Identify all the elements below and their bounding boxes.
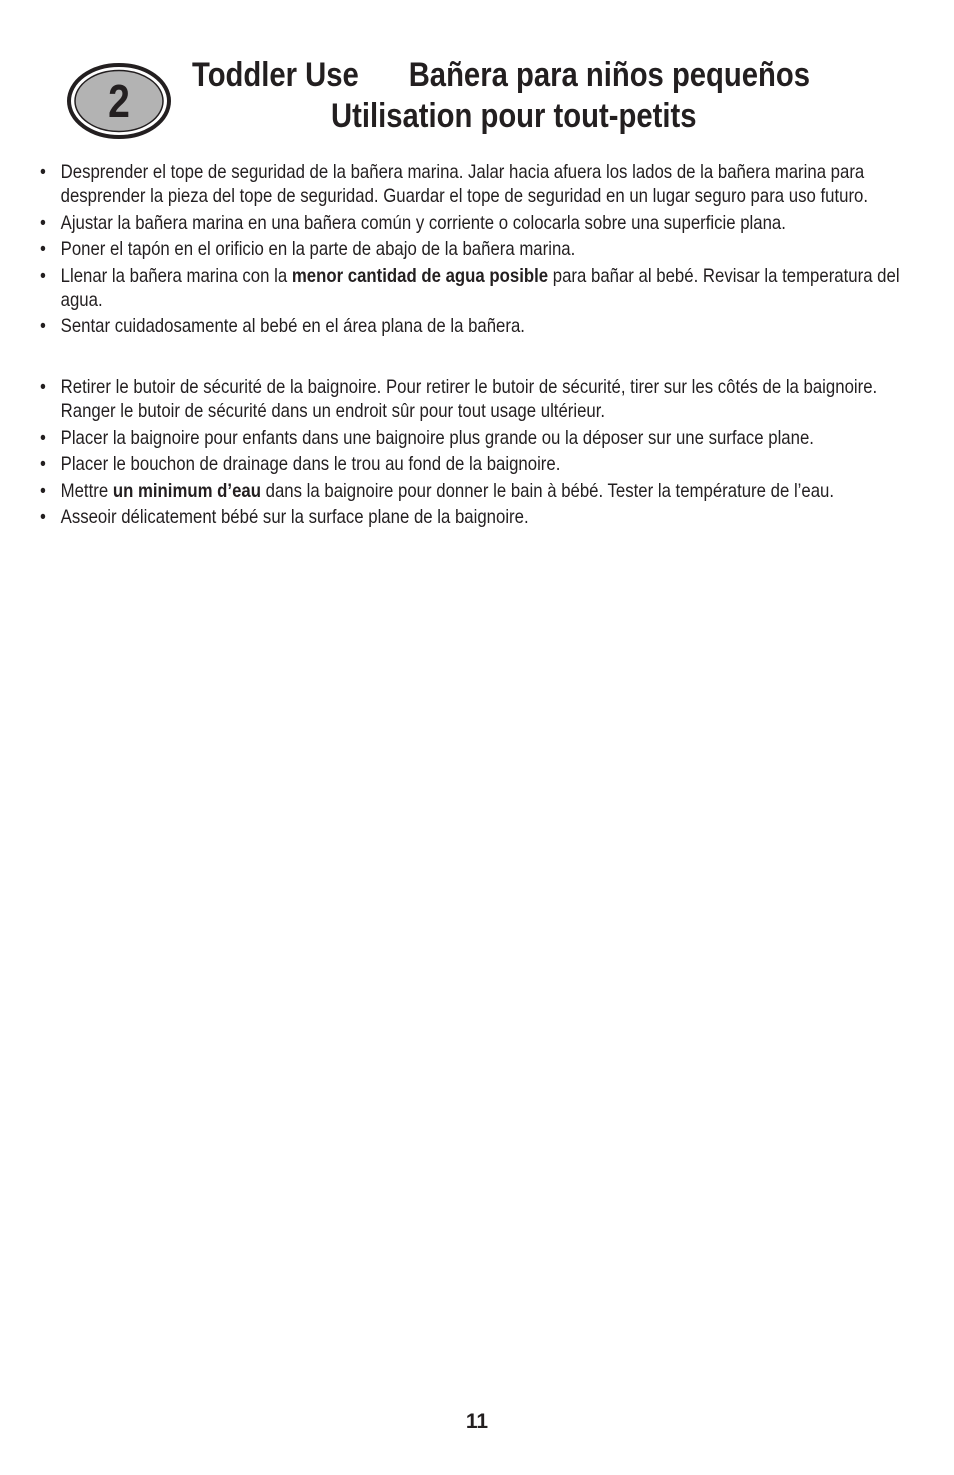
french-instructions — [40, 375, 909, 532]
list-item: • Desprender el tope de seguridad de la bañera marina. Jalar hacia afuera los lados de la bañera marina para desprender la pieza del tope de seguridad. Guardar el tope de seguridad en un lugar seguro para uso futuro. — [40, 160, 909, 208]
list-item: • Retirer le butoir de sécurité de la baignoire. Pour retirer le butoir de sécurité, tirer sur les côtés de la baignoire. Ranger le butoir de sécurité dans un endroit sûr pour tout usage ultérieur. — [40, 375, 909, 423]
spanish-instructions — [40, 160, 909, 341]
page-number: 11 — [465, 1410, 489, 1433]
emphasis-text: un minimum d’eau — [112, 479, 261, 502]
list-item: • Sentar cuidadosamente al bebé en el área plana de la bañera. — [40, 314, 909, 338]
list-item: • Mettre un minimum d’eau dans la baignoire pour donner le bain à bébé. Tester la température de l’eau. — [40, 479, 909, 503]
list-item: • Placer la baignoire pour enfants dans une baignoire plus grande ou la déposer sur une surface plane. — [40, 426, 909, 450]
list-item: • Ajustar la bañera marina en una bañera común y corriente o colocarla sobre una superficie plana. — [40, 211, 909, 235]
list-item: • Placer le bouchon de drainage dans le trou au fond de la baignoire. — [40, 452, 909, 476]
title-french: Utilisation pour tout-petits — [331, 97, 697, 135]
step-badge — [66, 62, 172, 140]
step-number: 2 — [108, 75, 130, 127]
page-title — [192, 55, 810, 95]
list-item: • Llenar la bañera marina con la menor cantidad de agua posible para bañar al bebé. Revisar la temperatura del agua. — [40, 264, 909, 312]
title-spanish: Bañera para niños pequeños — [408, 56, 811, 94]
emphasis-text: menor cantidad de agua posible — [291, 264, 549, 287]
list-item: • Poner el tapón en el orificio en la parte de abajo de la bañera marina. — [40, 237, 909, 261]
list-item: • Asseoir délicatement bébé sur la surface plane de la baignoire. — [40, 505, 909, 529]
title-english: Toddler Use — [192, 56, 359, 94]
